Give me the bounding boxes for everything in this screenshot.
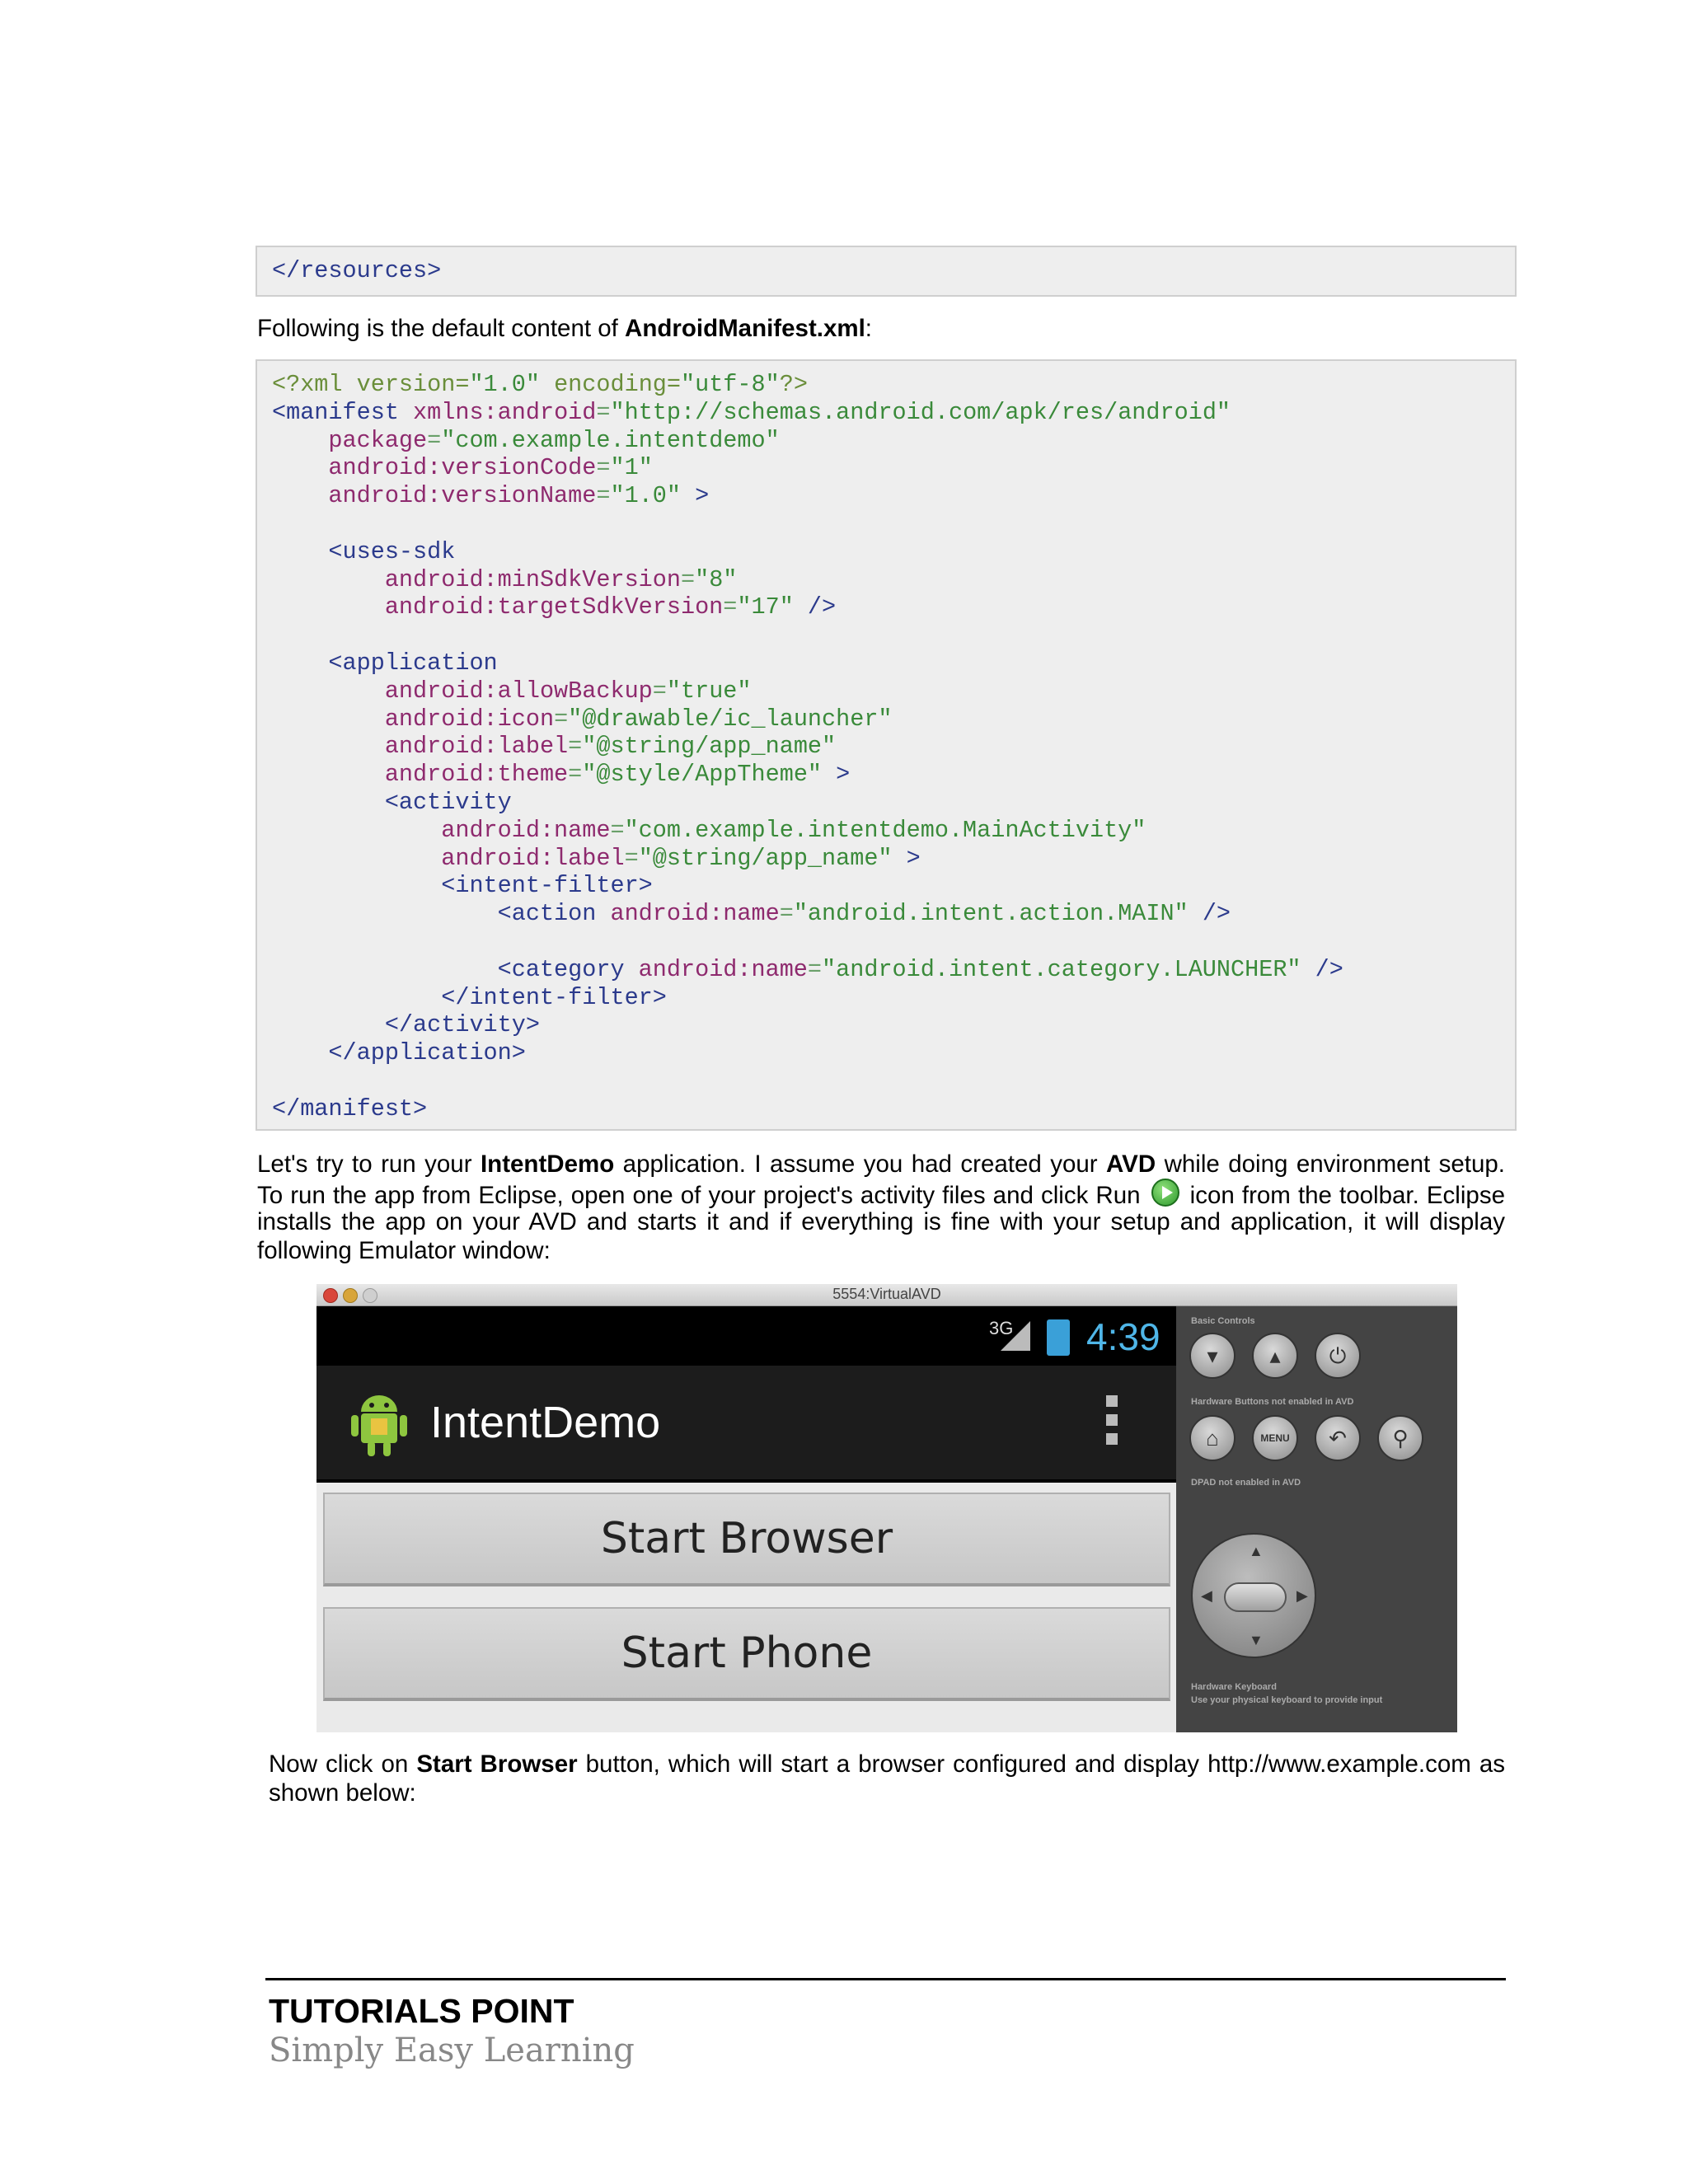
code-block-resources [256,246,1517,297]
hardware-keyboard-label: Hardware Keyboard [1191,1682,1277,1692]
back-icon: ↶ [1329,1426,1347,1451]
dpad-center[interactable] [1224,1582,1287,1612]
menu-label: MENU [1260,1432,1290,1444]
volume-up-button[interactable] [1252,1333,1298,1379]
dpad-down-icon: ▼ [1249,1632,1264,1648]
emulator-titlebar [316,1284,1457,1306]
signal-icon [1001,1321,1030,1351]
emulator-window-title: 5554:VirtualAVD [832,1286,941,1302]
hardware-buttons-label: Hardware Buttons not enabled in AVD [1191,1397,1354,1407]
code-block-manifest: <?xml version="1.0" encoding="utf-8"?> <manifest xmlns:android="http://schemas.android.com/apk/res/android" package="com.example.intentdemo" android:versionCode="1" android:versionName="1.0" > <uses-sdk android:minSdkVersion="8" android:targetSdkVersion="17" /> <application android:allowBackup="true" android:icon="@drawable/ic_launcher" android:label="@string/app_name" android:theme="@style/AppTheme" > <activity android:name="com.example.intentdemo.MainActivity" android:label="@string/app_name" > <intent-filter> <action android:name="android.intent.action.MAIN" /> <category android:name="android.intent.category.LAUNCHER" /> </intent-filter> </activity> </application> </manifest> [256,359,1517,1131]
volume-down-icon: ▾ [1207,1343,1218,1368]
search-button[interactable] [1377,1415,1423,1461]
emulator-controls-panel [1176,1306,1457,1732]
emulator-screen [316,1306,1176,1732]
power-icon: ⏻ [1329,1343,1347,1368]
dpad-up-icon: ▲ [1249,1543,1264,1559]
run-icon [1151,1179,1179,1207]
app-title: IntentDemo [430,1398,661,1447]
status-time: 4:39 [1086,1315,1160,1358]
run-instructions-paragraph: Let's try to run your IntentDemo application. I assume you had created your AVD while doing environment setup. To run the app from Eclipse, open one of your project's activity files and click Run icon from the toolbar. Eclipse installs the app on your AVD and starts it and if everything is fine with your setup and application, it will display following Emulator window: [257,1151,1505,1264]
footer-divider [265,1978,1506,1980]
next-step-paragraph: Now click on Start Browser button, which will start a browser configured and display http://www.example.com as shown below: [269,1750,1505,1807]
start-browser-button[interactable]: Start Browser [323,1493,1170,1586]
dpad-label: DPAD not enabled in AVD [1191,1478,1301,1488]
home-button[interactable] [1189,1415,1236,1461]
home-icon: ⌂ [1206,1426,1219,1451]
footer-brand: TUTORIALS POINT [269,1992,574,2030]
status-bar [316,1306,1176,1366]
dpad-right-icon: ▶ [1296,1587,1308,1604]
dpad-left-icon: ◀ [1201,1587,1212,1604]
volume-down-button[interactable] [1189,1333,1236,1379]
emulator-screenshot [316,1284,1457,1732]
overflow-menu-icon[interactable] [1106,1395,1119,1448]
volume-up-icon: ▴ [1269,1343,1281,1368]
filename: AndroidManifest.xml [625,315,865,342]
back-button[interactable] [1315,1415,1361,1461]
hardware-keyboard-hint: Use your physical keyboard to provide input [1191,1695,1383,1705]
basic-controls-label: Basic Controls [1191,1316,1255,1326]
search-icon: ⚲ [1392,1426,1409,1451]
footer-tagline: Simply Easy Learning [269,2032,635,2069]
menu-button[interactable] [1252,1415,1298,1461]
battery-icon [1047,1319,1070,1356]
intro-paragraph: Following is the default content of AndroidManifest.xml: [257,315,872,342]
start-phone-button[interactable]: Start Phone [323,1607,1170,1701]
power-button[interactable] [1315,1333,1361,1379]
network-type: 3G [989,1318,1014,1338]
android-launcher-icon [349,1392,409,1458]
code-line: </resources> [272,257,442,284]
dpad-control[interactable] [1191,1533,1316,1658]
